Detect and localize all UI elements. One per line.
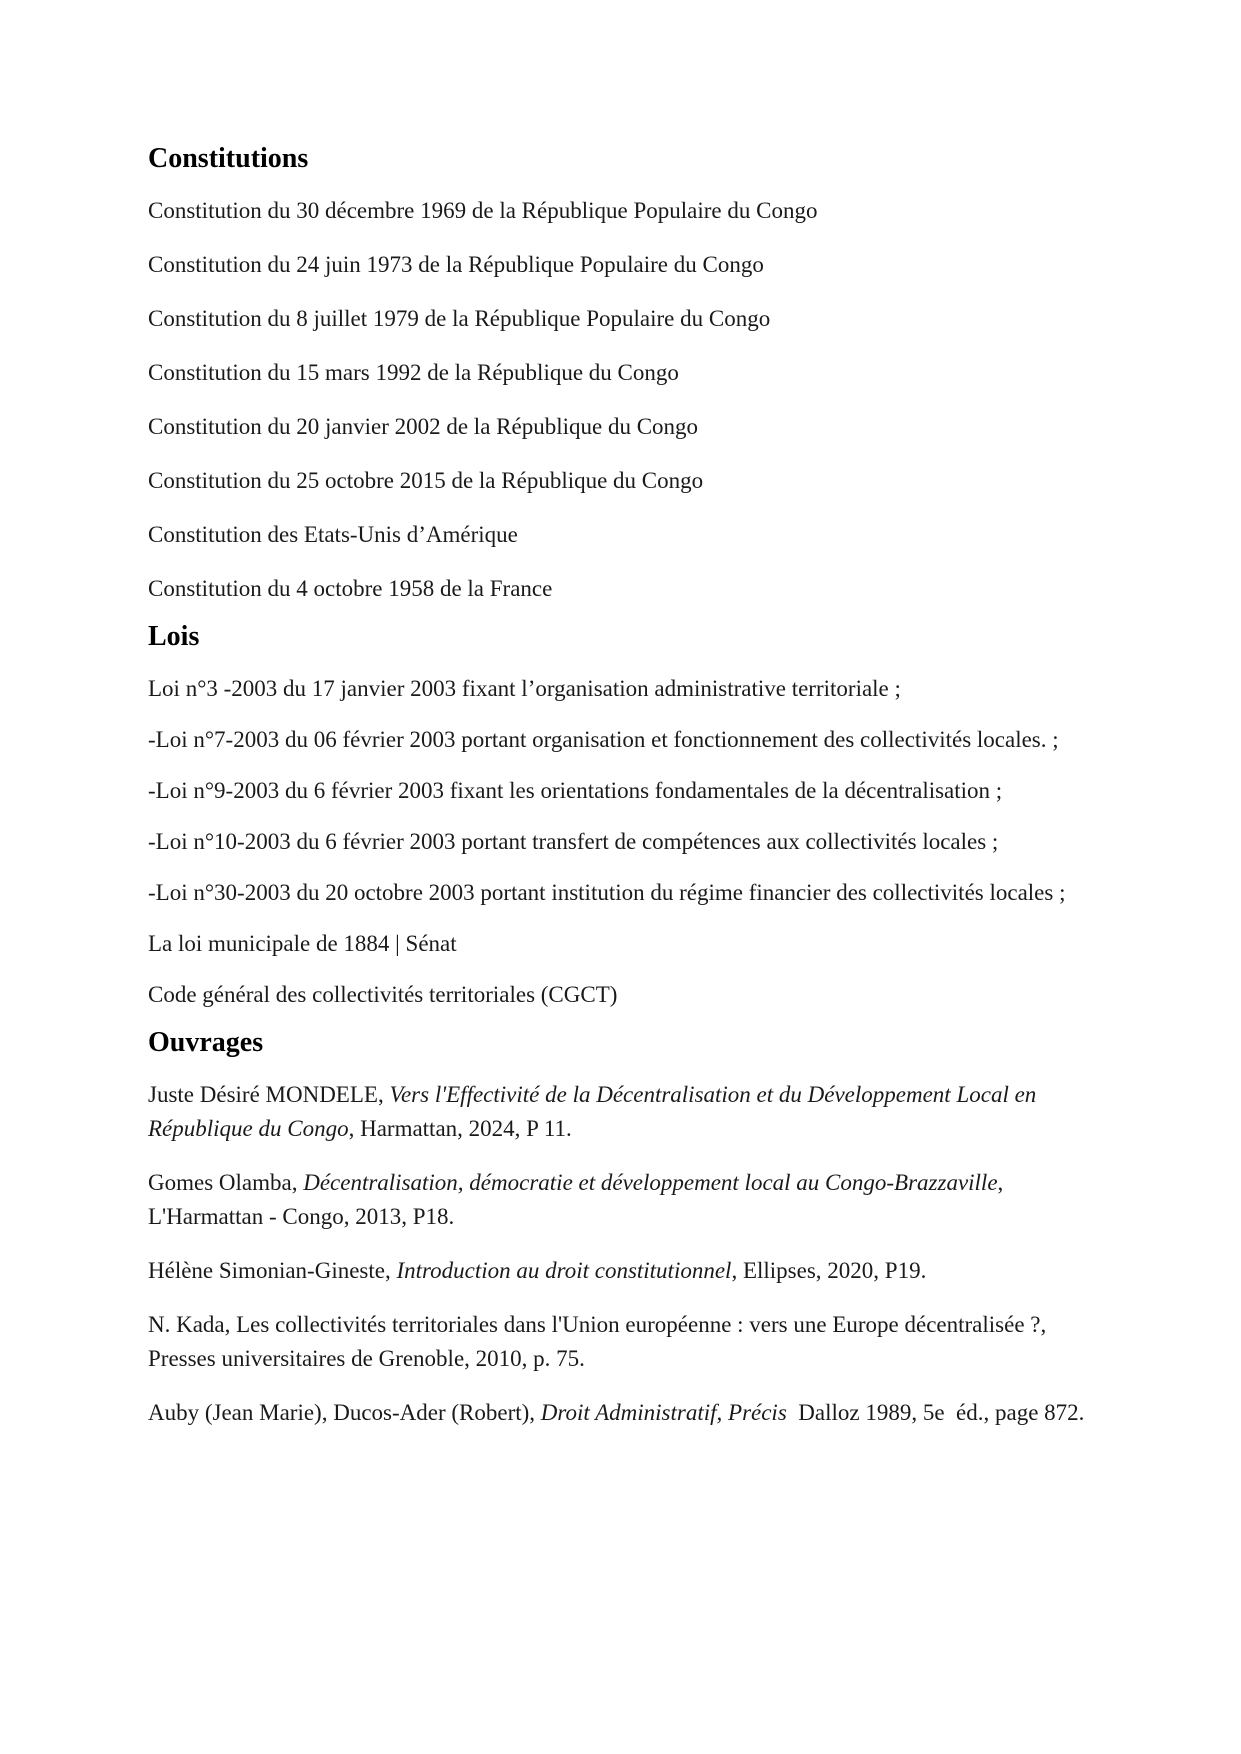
section-lois [148, 620, 1098, 1012]
loi-entry: -Loi n°30-2003 du 20 octobre 2003 portant institution du régime financier des collectivités locales ; [148, 880, 1066, 905]
ouvrage-entry [148, 1308, 1098, 1376]
loi-entry: -Loi n°10-2003 du 6 février 2003 portant transfert de compétences aux collectivités locales ; [148, 829, 999, 854]
constitution-entry: Constitution du 4 octobre 1958 de la France [148, 576, 553, 601]
loi-entry: -Loi n°7-2003 du 06 février 2003 portant organisation et fonctionnement des collectivités locales. ; [148, 727, 1059, 752]
heading-constitutions: Constitutions [148, 143, 309, 174]
ouvrage-title: Décentralisation, démocratie et développement local au Congo-Brazzaville [303, 1170, 998, 1195]
ouvrage-entry [148, 1254, 1098, 1288]
section-constitutions [148, 142, 1098, 606]
loi-entry: -Loi n°9-2003 du 6 février 2003 fixant les orientations fondamentales de la décentralisation ; [148, 778, 1003, 803]
ouvrage-entry [148, 1078, 1098, 1146]
heading-ouvrages: Ouvrages [148, 1027, 264, 1058]
loi-entry: Loi n°3 -2003 du 17 janvier 2003 fixant l’organisation administrative territoriale ; [148, 676, 901, 701]
section-ouvrages [148, 1026, 1098, 1430]
ouvrage-title: Vers l'Effectivité de la Décentralisation et du Développement Local en République du Congo [148, 1082, 1037, 1141]
ouvrage-entry [148, 1166, 1098, 1234]
heading-lois: Lois [148, 621, 200, 652]
ouvrage-details: Dalloz 1989, 5e éd., page 872. [786, 1400, 1085, 1425]
ouvrage-author: Hélène Simonian-Gineste, [148, 1258, 397, 1283]
constitution-entry: Constitution des Etats-Unis d’Amérique [148, 522, 518, 547]
constitution-entry: Constitution du 30 décembre 1969 de la République Populaire du Congo [148, 198, 818, 223]
ouvrage-details: , Ellipses, 2020, P19. [731, 1258, 927, 1283]
ouvrage-title: Introduction au droit constitutionnel [396, 1258, 732, 1283]
loi-entry: La loi municipale de 1884 | Sénat [148, 931, 457, 956]
constitution-entry: Constitution du 20 janvier 2002 de la République du Congo [148, 414, 699, 439]
ouvrage-author: Auby (Jean Marie), Ducos-Ader (Robert), [148, 1400, 541, 1425]
ouvrage-details: , L'Harmattan - Congo, 2013, P18. [148, 1170, 1004, 1229]
ouvrage-author: Juste Désiré MONDELE, [148, 1082, 390, 1107]
constitution-entry: Constitution du 15 mars 1992 de la République du Congo [148, 360, 679, 385]
ouvrage-author: N. Kada, Les collectivités territoriales dans l'Union européenne : vers une Europe décentralisée ?, Presses universitaires de Grenoble, 2010, p. 75. [148, 1312, 1047, 1371]
constitution-entry: Constitution du 24 juin 1973 de la République Populaire du Congo [148, 252, 764, 277]
ouvrage-entry [148, 1396, 1098, 1430]
ouvrage-details: , Harmattan, 2024, P 11. [348, 1116, 572, 1141]
document-page [148, 142, 1098, 1430]
loi-entry: Code général des collectivités territoriales (CGCT) [148, 982, 618, 1007]
constitution-entry: Constitution du 8 juillet 1979 de la République Populaire du Congo [148, 306, 771, 331]
constitution-entry: Constitution du 25 octobre 2015 de la République du Congo [148, 468, 704, 493]
ouvrage-title: Droit Administratif, Précis [540, 1400, 787, 1425]
ouvrage-author: Gomes Olamba, [148, 1170, 304, 1195]
